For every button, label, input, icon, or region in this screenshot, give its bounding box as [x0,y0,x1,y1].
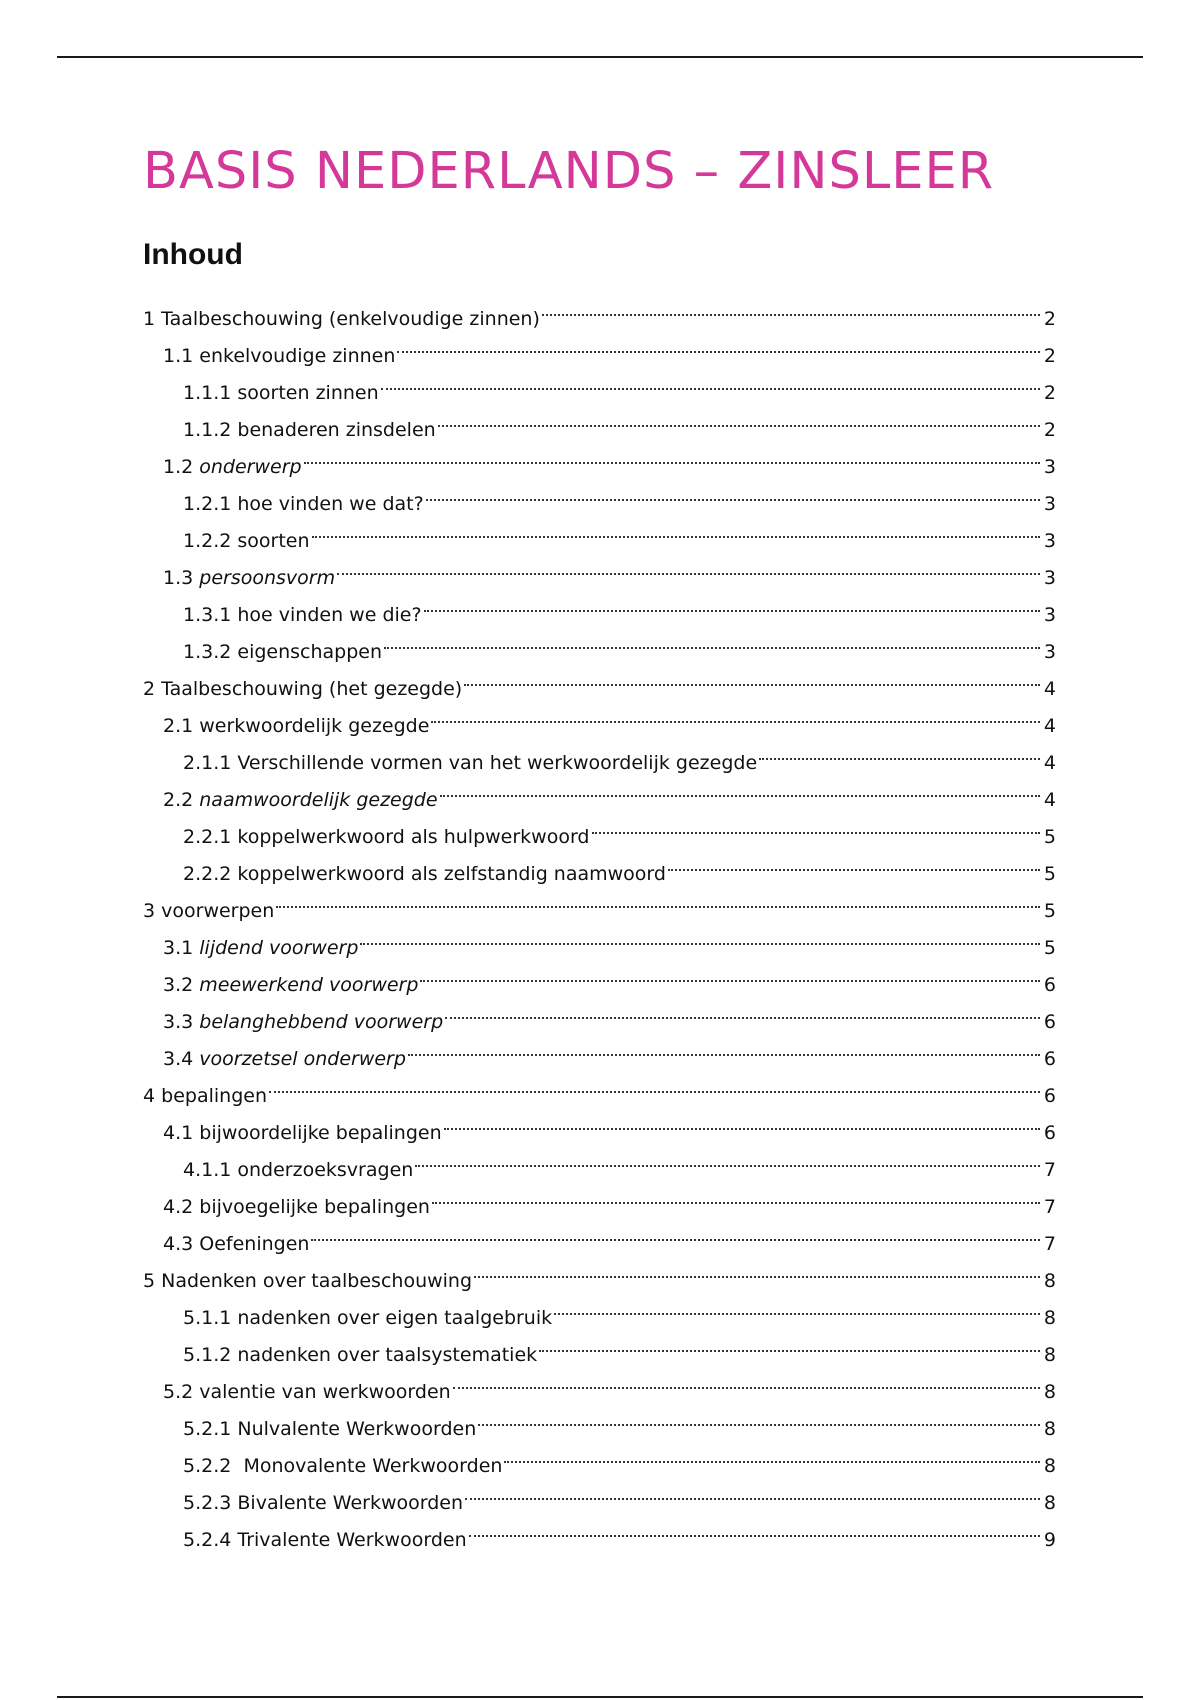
toc-entry-page-number: 4 [1043,678,1056,700]
toc-entry-number: 2.2.2 [183,863,238,885]
toc-entry-page-number: 6 [1043,1048,1056,1070]
toc-entry-number: 2.2 [163,789,200,811]
toc-entry-page-number: 6 [1043,1085,1056,1107]
footer-rule [57,1696,1143,1698]
toc-entry-number: 2 [143,678,162,700]
toc-entry-number: 2.1 [163,715,200,737]
toc-dot-leader [467,1509,1042,1546]
toc-entry-page-number: 4 [1043,715,1056,737]
toc-entry-number: 2.2.1 [183,826,238,848]
toc-entry-number: 3.1 [163,937,200,959]
toc-dot-leader [757,732,1042,769]
toc-entry-page-number: 7 [1043,1159,1056,1181]
toc-entry-page-number: 3 [1043,641,1056,663]
toc-entry-number: 1.1.1 [183,382,238,404]
toc-entry-title: lijdend voorwerp [199,937,359,959]
toc-entry-number: 5.1.2 [183,1344,238,1366]
toc-entry-page-number: 8 [1043,1381,1056,1403]
toc-entry[interactable] [143,917,1056,959]
toc-entry-number: 5 [143,1270,162,1292]
toc-dot-leader [274,880,1042,917]
toc-entry-title: meewerkend voorwerp [199,974,419,996]
toc-entry-number: 1.3.2 [183,641,238,663]
toc-dot-leader [310,510,1042,547]
toc-entry-page-number: 2 [1043,345,1056,367]
toc-entry-page-number: 8 [1043,1492,1056,1514]
toc-entry-page-number: 5 [1043,937,1056,959]
toc-entry-number: 3.4 [163,1048,200,1070]
toc-dot-leader [476,1398,1042,1435]
toc-dot-leader [267,1065,1042,1102]
toc-entry-title: enkelvoudige zinnen [199,345,396,367]
toc-entry[interactable] [143,1065,1056,1107]
toc-entry-title: Taalbeschouwing (het gezegde) [161,678,463,700]
toc-entry-page-number: 4 [1043,789,1056,811]
toc-entry-title: Nulvalente Werkwoorden [237,1418,477,1440]
toc-entry-page-number: 8 [1043,1270,1056,1292]
toc-entry-number: 3.3 [163,1011,200,1033]
toc-dot-leader [537,1324,1042,1361]
toc-entry-title: hoe vinden we die? [237,604,422,626]
toc-entry-number: 1.3 [163,567,200,589]
toc-entry[interactable] [143,880,1056,922]
toc-entry-page-number: 6 [1043,974,1056,996]
toc-dot-leader [424,473,1042,510]
toc-dot-leader [429,695,1042,732]
toc-dot-leader [451,1361,1042,1398]
document-title: BASIS NEDERLANDS – ZINSLEER [143,142,995,201]
toc-entry-number: 1 [143,308,162,330]
toc-dot-leader [472,1250,1042,1287]
toc-entry-title: bijwoordelijke bepalingen [199,1122,442,1144]
toc-entry-title: benaderen zinsdelen [237,419,436,441]
toc-entry-page-number: 3 [1043,456,1056,478]
toc-heading: Inhoud [143,238,243,271]
toc-entry-page-number: 3 [1043,567,1056,589]
toc-entry-title: Trivalente Werkwoorden [237,1529,467,1551]
toc-entry-number: 5.2.4 [183,1529,238,1551]
toc-dot-leader [358,917,1042,954]
toc-entry-title: onderzoeksvragen [237,1159,414,1181]
toc-entry-number: 5.1.1 [183,1307,238,1329]
toc-entry-number: 5.2 [163,1381,200,1403]
toc-entry-number: 5.2.1 [183,1418,238,1440]
toc-entry-page-number: 5 [1043,863,1056,885]
toc-dot-leader [382,621,1042,658]
toc-entry-title: Monovalente Werkwoorden [243,1455,503,1477]
toc-entry-page-number: 3 [1043,493,1056,515]
toc-entry-title: persoonsvorm [199,567,336,589]
toc-entry-page-number: 3 [1043,604,1056,626]
toc-dot-leader [430,1176,1042,1213]
toc-entry-title: soorten [237,530,310,552]
toc-entry-title: bijvoegelijke bepalingen [199,1196,430,1218]
toc-dot-leader [395,325,1042,362]
toc-entry-page-number: 2 [1043,419,1056,441]
toc-entry-page-number: 3 [1043,530,1056,552]
toc-dot-leader [502,1435,1042,1472]
toc-entry-number: 1.2.1 [183,493,238,515]
document-page [143,140,1056,1551]
toc-entry-title: koppelwerkwoord als hulpwerkwoord [237,826,590,848]
toc-entry-title: nadenken over eigen taalgebruik [237,1307,553,1329]
toc-entry-title: koppelwerkwoord als zelfstandig naamwoord [237,863,666,885]
toc-entry-title: voorzetsel onderwerp [199,1048,406,1070]
toc-entry-page-number: 8 [1043,1455,1056,1477]
toc-entry-page-number: 4 [1043,752,1056,774]
toc-entry-number: 5.2.2 [183,1455,244,1477]
toc-entry-number: 1.1.2 [183,419,238,441]
toc-entry-title: werkwoordelijk gezegde [199,715,430,737]
toc-dot-leader [590,806,1043,843]
toc-dot-leader [552,1287,1042,1324]
toc-entry-number: 1.1 [163,345,200,367]
toc-entry-number: 4.1.1 [183,1159,238,1181]
toc-entry-title: bepalingen [161,1085,267,1107]
toc-entry-number: 4 [143,1085,162,1107]
toc-entry-number: 2.1.1 [183,752,238,774]
toc-entry-number: 3.2 [163,974,200,996]
toc-entry-number: 1.2.2 [183,530,238,552]
toc-dot-leader [666,843,1042,880]
toc-dot-leader [442,1102,1042,1139]
toc-entry-title: voorwerpen [161,900,275,922]
toc-dot-leader [406,1028,1042,1065]
toc-entry-title: Nadenken over taalbeschouwing [161,1270,473,1292]
toc-entry-title: soorten zinnen [237,382,379,404]
toc-entry-page-number: 7 [1043,1233,1056,1255]
toc-dot-leader [436,399,1042,436]
toc-entry-number: 5.2.3 [183,1492,238,1514]
toc-entry-title: Verschillende vormen van het werkwoordelijk gezegde [237,752,758,774]
toc-entry-page-number: 5 [1043,900,1056,922]
toc-dot-leader [462,658,1042,695]
toc-dot-leader [443,991,1042,1028]
toc-entry[interactable] [143,1102,1056,1144]
toc-entry-page-number: 9 [1043,1529,1056,1551]
toc-entry-page-number: 8 [1043,1344,1056,1366]
toc-entry-title: eigenschappen [237,641,383,663]
table-of-contents [143,288,1056,1551]
toc-entry-page-number: 2 [1043,308,1056,330]
toc-dot-leader [422,584,1042,621]
toc-entry-number: 1.2 [163,456,200,478]
toc-entry-page-number: 8 [1043,1307,1056,1329]
toc-entry-title: Oefeningen [199,1233,310,1255]
toc-entry-page-number: 5 [1043,826,1056,848]
toc-entry-title: hoe vinden we dat? [237,493,424,515]
toc-entry-title: valentie van werkwoorden [199,1381,451,1403]
toc-entry-number: 4.3 [163,1233,200,1255]
toc-dot-leader [309,1213,1042,1250]
toc-dot-leader [302,436,1042,473]
toc-entry-page-number: 6 [1043,1011,1056,1033]
toc-entry-number: 1.3.1 [183,604,238,626]
toc-entry-number: 4.1 [163,1122,200,1144]
toc-dot-leader [463,1472,1042,1509]
toc-entry-page-number: 8 [1043,1418,1056,1440]
toc-entry-title: belanghebbend voorwerp [199,1011,444,1033]
toc-entry-title: naamwoordelijk gezegde [199,789,438,811]
toc-entry-number: 3 [143,900,162,922]
toc-entry-title: nadenken over taalsystematiek [237,1344,538,1366]
toc-entry-page-number: 6 [1043,1122,1056,1144]
toc-dot-leader [379,362,1042,399]
toc-entry-page-number: 7 [1043,1196,1056,1218]
header-rule [57,56,1143,58]
toc-dot-leader [335,547,1042,584]
toc-entry-title: onderwerp [199,456,302,478]
toc-entry-title: Bivalente Werkwoorden [237,1492,464,1514]
toc-dot-leader [438,769,1042,806]
toc-dot-leader [418,954,1042,991]
toc-entry-page-number: 2 [1043,382,1056,404]
toc-entry[interactable] [143,288,1056,330]
toc-dot-leader [540,288,1042,325]
toc-entry-number: 4.2 [163,1196,200,1218]
toc-dot-leader [413,1139,1042,1176]
toc-entry-title: Taalbeschouwing (enkelvoudige zinnen) [161,308,540,330]
